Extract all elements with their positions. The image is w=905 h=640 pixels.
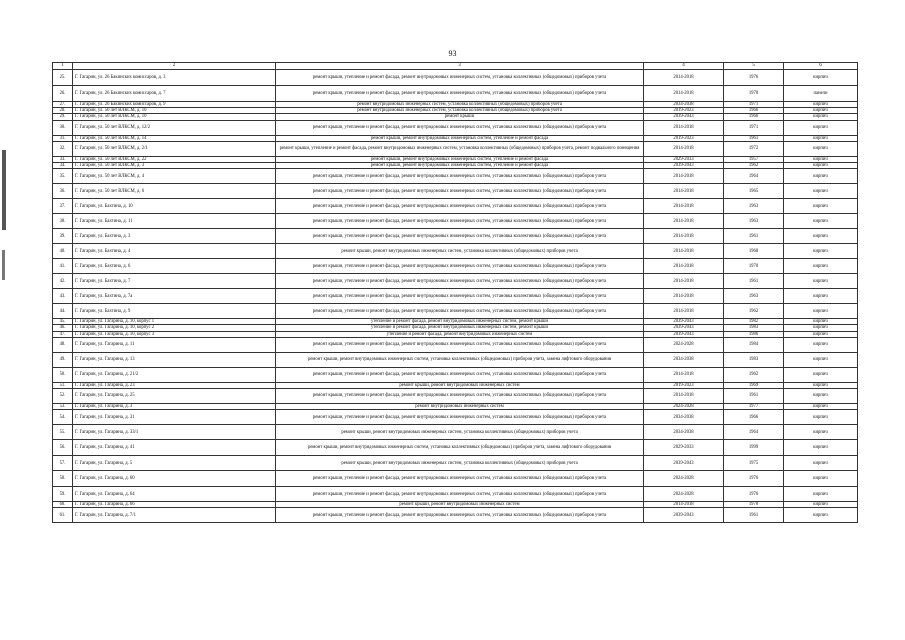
wall-material-cell: кирпич [784,289,858,304]
wall-material-cell: кирпич [784,184,858,199]
address-cell: Г. Гагарин, ул. Бахтина, д. 11 [73,214,276,229]
row-number: 27. [53,102,73,108]
period-cell: 2014-2018 [644,304,724,319]
column-number: 4 [644,63,724,70]
wall-material-cell: кирпич [784,471,858,487]
wall-material-cell: кирпич [784,70,858,86]
row-number: 32. [53,141,73,156]
address-cell: Г. Гагарин, ул. Бахтина, д. 10 [73,199,276,214]
year-built-cell: 1976 [724,487,784,502]
works-cell: ремонт крыши, ремонт внутридомовых инженерных систем, установка коллективных (общедомовых) приборов учета [276,425,644,440]
row-number: 44. [53,304,73,319]
period-cell: 2014-2018 [644,389,724,404]
period-cell: 2014-2018 [644,199,724,214]
works-cell: ремонт крыши, утепление и ремонт фасада, ремонт внутридомовых инженерных систем, установка коллективных (общедомовых) приборов учета [276,274,644,289]
works-cell: ремонт крыши, ремонт внутридомовых инженерных систем [276,382,644,388]
row-number: 61. [53,508,73,523]
year-built-cell: 1963 [724,199,784,214]
works-cell: ремонт крыши, ремонт внутридомовых инженерных систем, установка коллективных (общедомовых) приборов учета [276,244,644,259]
year-built-cell: 1961 [724,389,784,404]
works-cell: ремонт крыши, утепление и ремонт фасада, ремонт внутридомовых инженерных систем, установка коллективных (общедомовых) приборов учета [276,289,644,304]
row-number: 36. [53,184,73,199]
column-number: 3 [276,63,644,70]
works-cell: ремонт крыши, утепление и ремонт фасада, ремонт внутридомовых инженерных систем, установка коллективных (общедомовых) приборов учета [276,410,644,425]
table-row [53,389,858,404]
column-number: 2 [73,63,276,70]
wall-material-cell: кирпич [784,102,858,108]
period-cell: 2039-2043 [644,114,724,120]
table-row [53,214,858,229]
period-cell: 2024-2028 [644,471,724,487]
works-cell: ремонт крыши, утепление и ремонт фасада, ремонт внутридомовых инженерных систем, установка коллективных (общедомовых) приборов учета [276,304,644,319]
address-cell: Г. Гагарин, ул. Гагарина, д. 10, корпус 3 [73,331,276,337]
period-cell: 2024-2028 [644,487,724,502]
address-cell: Г. Гагарин, ул. Гагарина, д. 60 [73,471,276,487]
row-number: 56. [53,440,73,456]
address-cell: Г. Гагарин, ул. 50 лет ВЛКСМ, д. 22 [73,156,276,162]
table-row [53,120,858,135]
row-number: 28. [53,108,73,114]
year-built-cell: 1961 [724,135,784,141]
period-cell: 2034-2038 [644,352,724,367]
period-cell: 2014-2018 [644,184,724,199]
year-built-cell: 1978 [724,502,784,508]
works-cell: ремонт крыши, утепление и ремонт фасада, ремонт внутридомовых инженерных систем, установка коллективных (общедомовых) приборов учета, ремонт подвального помещения [276,141,644,156]
table-row [53,70,858,86]
works-cell: ремонт крыши [276,114,644,120]
row-number: 57. [53,456,73,471]
wall-material-cell: кирпич [784,440,858,456]
period-cell: 2014-2018 [644,274,724,289]
table-row [53,410,858,425]
wall-material-cell: кирпич [784,274,858,289]
address-cell: Г. Гагарин, ул. 50 лет ВЛКСМ, д. 2/1 [73,141,276,156]
works-cell: ремонт крыши, ремонт внутридомовых инженерных систем, установка коллективных (общедомовых) приборов учета, замена лифтового оборудования [276,352,644,367]
period-cell: 2039-2043 [644,331,724,337]
row-number: 31. [53,135,73,141]
period-cell: 2014-2018 [644,259,724,274]
period-cell: 2039-2043 [644,325,724,331]
period-cell: 2029-2033 [644,156,724,162]
row-number: 53. [53,404,73,410]
period-cell: 2024-2028 [644,404,724,410]
row-number: 25. [53,70,73,86]
row-number: 58. [53,471,73,487]
wall-material-cell: кирпич [784,135,858,141]
wall-material-cell: кирпич [784,502,858,508]
row-number: 37. [53,199,73,214]
works-cell: ремонт крыши, утепление и ремонт фасада, ремонт внутридомовых инженерных систем, установка коллективных (общедомовых) приборов учета [276,471,644,487]
year-built-cell: 1962 [724,304,784,319]
wall-material-cell: кирпич [784,389,858,404]
address-cell: Г. Гагарин, ул. Бахтина, д. 7а [73,289,276,304]
address-cell: Г. Гагарин, ул. Гагарина, д. 3 [73,404,276,410]
wall-material-cell: кирпич [784,169,858,184]
table-row [53,169,858,184]
works-cell: ремонт крыши, ремонт внутридомовых инженерных систем [276,502,644,508]
address-cell: Г. Гагарин, ул. Гагарина, д. 5 [73,456,276,471]
table-row [53,456,858,471]
period-cell: 2034-2038 [644,410,724,425]
table-row [53,508,858,523]
year-built-cell: 1971 [724,120,784,135]
year-built-cell: 1966 [724,410,784,425]
year-built-cell: 1963 [724,289,784,304]
works-cell: ремонт крыши, утепление и ремонт фасада, ремонт внутридомовых инженерных систем, установка коллективных (общедомовых) приборов учета [276,367,644,382]
year-built-cell: 1957 [724,156,784,162]
period-cell: 2014-2018 [644,214,724,229]
period-cell: 2039-2043 [644,456,724,471]
table-row [53,244,858,259]
address-cell: Г. Гагарин, ул. Гагарина, д. 10, корпус 2 [73,325,276,331]
table-row [53,440,858,456]
year-built-cell: 1986 [724,331,784,337]
address-cell: Г. Гагарин, ул. Бахтина, д. 3 [73,229,276,244]
row-number: 35. [53,169,73,184]
row-number: 48. [53,337,73,352]
address-cell: Г. Гагарин, ул. 26 Бакинских комиссаров, д. 7 [73,86,276,102]
row-number: 40. [53,244,73,259]
year-built-cell: 1976 [724,471,784,487]
column-number: 5 [724,63,784,70]
works-cell: ремонт крыши, утепление и ремонт фасада, ремонт внутридомовых инженерных систем, установка коллективных (общедомовых) приборов учета [276,184,644,199]
year-built-cell: 1961 [724,229,784,244]
works-cell: ремонт внутридомовых инженерных систем [276,404,644,410]
column-number: 1 [53,63,73,70]
address-cell: Г. Гагарин, ул. Гагарина, д. 41 [73,440,276,456]
works-cell: ремонт крыши, ремонт внутридомовых инженерных систем, установка коллективных (общедомовых) приборов учета [276,456,644,471]
year-built-cell: 1961 [724,274,784,289]
table-row [53,274,858,289]
period-cell: 2014-2018 [644,229,724,244]
wall-material-cell: кирпич [784,404,858,410]
year-built-cell: 1983 [724,352,784,367]
row-number: 47. [53,331,73,337]
address-cell: Г. Гагарин, ул. Бахтина, д. 4 [73,244,276,259]
row-number: 38. [53,214,73,229]
table-row [53,425,858,440]
works-cell: ремонт крыши, утепление и ремонт фасада, ремонт внутридомовых инженерных систем, установка коллективных (общедомовых) приборов учета [276,508,644,523]
works-cell: утепление и ремонт фасада, ремонт внутридомовых инженерных систем, ремонт крыши [276,325,644,331]
table-row [53,259,858,274]
row-number: 51. [53,382,73,388]
row-number: 43. [53,289,73,304]
works-cell: ремонт крыши, ремонт внутридомовых инженерных систем, утепление и ремонт фасада [276,156,644,162]
wall-material-cell: кирпич [784,331,858,337]
period-cell: 2014-2018 [644,70,724,86]
address-cell: Г. Гагарин, ул. 50 лет ВЛКСМ, д. 4 [73,169,276,184]
row-number: 60. [53,502,73,508]
row-number: 45. [53,319,73,325]
year-built-cell: 1976 [724,70,784,86]
wall-material-cell: кирпич [784,304,858,319]
address-cell: Г. Гагарин, ул. Гагарина, д. 7/1 [73,508,276,523]
period-cell: 2039-2043 [644,163,724,169]
period-cell: 2019-2023 [644,135,724,141]
table-row [53,86,858,102]
table-body [53,70,858,523]
works-cell: ремонт крыши, ремонт внутридомовых инженерных систем, утепление и ремонт фасада [276,135,644,141]
works-cell: ремонт крыши, утепление и ремонт фасада, ремонт внутридомовых инженерных систем, установка коллективных (общедомовых) приборов учета [276,389,644,404]
year-built-cell: 1965 [724,184,784,199]
wall-material-cell: кирпич [784,214,858,229]
works-cell: ремонт крыши, утепление и ремонт фасада, ремонт внутридомовых инженерных систем, установка коллективных (общедомовых) приборов учета [276,487,644,502]
address-cell: Г. Гагарин, ул. Гагарина, д. 66 [73,502,276,508]
page-number: 93 [448,49,457,58]
row-number: 30. [53,120,73,135]
year-built-cell: 1966 [724,108,784,114]
row-number: 42. [53,274,73,289]
year-built-cell: 1970 [724,86,784,102]
works-cell: утепление и ремонт фасада, ремонт внутридомовых инженерных систем [276,331,644,337]
row-number: 50. [53,367,73,382]
year-built-cell: 1971 [724,102,784,108]
wall-material-cell: кирпич [784,163,858,169]
row-number: 49. [53,352,73,367]
wall-material-cell: кирпич [784,487,858,502]
address-cell: Г. Гагарин, ул. Гагарина, д. 64 [73,487,276,502]
wall-material-cell: кирпич [784,199,858,214]
table-row [53,471,858,487]
wall-material-cell: кирпич [784,319,858,325]
works-cell: ремонт крыши, утепление и ремонт фасада, ремонт внутридомовых инженерных систем, установка коллективных (общедомовых) приборов учета [276,214,644,229]
address-cell: Г. Гагарин, ул. Гагарина, д. 25 [73,389,276,404]
period-cell: 2024-2028 [644,337,724,352]
row-number: 52. [53,389,73,404]
works-cell: ремонт крыши, утепление и ремонт фасада, ремонт внутридомовых инженерных систем, установка коллективных (общедомовых) приборов учета [276,229,644,244]
year-built-cell: 1961 [724,508,784,523]
year-built-cell: 1982 [724,319,784,325]
year-built-cell: 1977 [724,404,784,410]
wall-material-cell: кирпич [784,229,858,244]
wall-material-cell: кирпич [784,114,858,120]
wall-material-cell: кирпич [784,156,858,162]
row-number: 41. [53,259,73,274]
works-cell: ремонт крыши, утепление и ремонт фасада, ремонт внутридомовых инженерных систем, установка коллективных (общедомовых) приборов учета [276,259,644,274]
wall-material-cell: кирпич [784,425,858,440]
address-cell: Г. Гагарин, ул. 50 лет ВЛКСМ, д. 10 [73,108,276,114]
wall-material-cell: кирпич [784,120,858,135]
period-cell: 2014-2018 [644,141,724,156]
year-built-cell: 1968 [724,244,784,259]
row-number: 59. [53,487,73,502]
address-cell: Г. Гагарин, ул. Гагарина, д. 33/1 [73,425,276,440]
row-number: 26. [53,86,73,102]
year-built-cell: 1999 [724,440,784,456]
year-built-cell: 1970 [724,259,784,274]
period-cell: 2014-2018 [644,502,724,508]
wall-material-cell: кирпич [784,508,858,523]
table-row [53,304,858,319]
works-cell: ремонт внутридомовых инженерных систем, установка коллективных (общедомовых) приборов учета [276,108,644,114]
works-cell: ремонт крыши, ремонт внутридомовых инженерных систем, установка коллективных (общедомовых) приборов учета, замена лифтового оборудования [276,440,644,456]
year-built-cell: 1962 [724,163,784,169]
wall-material-cell: кирпич [784,259,858,274]
wall-material-cell: кирпич [784,367,858,382]
address-cell: Г. Гагарин, ул. 50 лет ВЛКСМ, д. 6 [73,184,276,199]
row-number: 29. [53,114,73,120]
row-number: 39. [53,229,73,244]
wall-material-cell: кирпич [784,244,858,259]
column-number: 6 [784,63,858,70]
works-cell: ремонт крыши, утепление и ремонт фасада, ремонт внутридомовых инженерных систем, установка коллективных (общедомовых) приборов учета [276,199,644,214]
period-cell: 2034-2038 [644,425,724,440]
period-cell: 2014-2018 [644,244,724,259]
address-cell: Г. Гагарин, ул. Гагарина, д. 11 [73,337,276,352]
address-cell: Г. Гагарин, ул. 50 лет ВЛКСМ, д. 14 [73,135,276,141]
wall-material-cell: кирпич [784,456,858,471]
address-cell: Г. Гагарин, ул. Гагарина, д. 23 [73,382,276,388]
table-row [53,199,858,214]
period-cell: 2014-2018 [644,86,724,102]
table-row [53,229,858,244]
wall-material-cell: кирпич [784,410,858,425]
period-cell: 2019-2023 [644,382,724,388]
table-row [53,289,858,304]
row-number: 34. [53,163,73,169]
scan-edge-mark [2,150,6,230]
works-cell: ремонт крыши, утепление и ремонт фасада, ремонт внутридомовых инженерных систем, установка коллективных (общедомовых) приборов учета [276,86,644,102]
period-cell: 2014-2018 [644,289,724,304]
address-cell: Г. Гагарин, ул. Гагарина, д. 21/2 [73,367,276,382]
works-cell: утепление и ремонт фасада, ремонт внутридомовых инженерных систем, ремонт крыши [276,319,644,325]
year-built-cell: 1969 [724,382,784,388]
table-row [53,367,858,382]
period-cell: 2019-2023 [644,108,724,114]
wall-material-cell: кирпич [784,108,858,114]
address-cell: Г. Гагарин, ул. 50 лет ВЛКСМ, д. 3 [73,163,276,169]
works-cell: ремонт крыши, утепление и ремонт фасада, ремонт внутридомовых инженерных систем, установка коллективных (общедомовых) приборов учета [276,120,644,135]
address-cell: Г. Гагарин, ул. Гагарина, д. 31 [73,410,276,425]
period-cell: 2014-2018 [644,120,724,135]
row-number: 46. [53,325,73,331]
year-built-cell: 1983 [724,325,784,331]
table-row [53,352,858,367]
column-number-row [53,63,858,70]
year-built-cell: 1984 [724,337,784,352]
wall-material-cell: панели [784,86,858,102]
table-row [53,184,858,199]
row-number: 55. [53,425,73,440]
wall-material-cell: кирпич [784,382,858,388]
address-cell: Г. Гагарин, ул. Бахтина, д. 6 [73,259,276,274]
address-cell: Г. Гагарин, ул. Гагарина, д. 10, корпус 1 [73,319,276,325]
table-row [53,337,858,352]
works-cell: ремонт крыши, утепление и ремонт фасада, ремонт внутридомовых инженерных систем, установка коллективных (общедомовых) приборов учета [276,169,644,184]
year-built-cell: 1963 [724,214,784,229]
period-cell: 2029-2033 [644,440,724,456]
scan-edge-mark [2,250,5,280]
year-built-cell: 1964 [724,169,784,184]
wall-material-cell: кирпич [784,141,858,156]
year-built-cell: 1975 [724,456,784,471]
period-cell: 2039-2043 [644,319,724,325]
wall-material-cell: кирпич [784,325,858,331]
year-built-cell: 1966 [724,114,784,120]
row-number: 33. [53,156,73,162]
period-cell: 2014-2018 [644,169,724,184]
period-cell: 2034-2038 [644,102,724,108]
address-cell: Г. Гагарин, ул. 26 Бакинских комиссаров, д. 9 [73,102,276,108]
table-row [53,487,858,502]
address-cell: Г. Гагарин, ул. 26 Бакинских комиссаров, д. 3 [73,70,276,86]
works-cell: ремонт крыши, утепление и ремонт фасада, ремонт внутридомовых инженерных систем, установка коллективных (общедомовых) приборов учета [276,70,644,86]
address-cell: Г. Гагарин, ул. 50 лет ВЛКСМ, д. 12/2 [73,120,276,135]
period-cell: 2014-2018 [644,367,724,382]
year-built-cell: 1962 [724,367,784,382]
works-cell: ремонт внутридомовых инженерных систем, установка коллективных (общедомовых) приборов учета [276,102,644,108]
wall-material-cell: кирпич [784,337,858,352]
register-table [52,62,858,523]
year-built-cell: 1964 [724,425,784,440]
year-built-cell: 1972 [724,141,784,156]
table-row [53,141,858,156]
address-cell: Г. Гагарин, ул. 50 лет ВЛКСМ, д. 10 [73,114,276,120]
address-cell: Г. Гагарин, ул. Бахтина, д. 7 [73,274,276,289]
period-cell: 2039-2043 [644,508,724,523]
address-cell: Г. Гагарин, ул. Бахтина, д. 9 [73,304,276,319]
works-cell: ремонт крыши, ремонт внутридомовых инженерных систем, утепление и ремонт фасада [276,163,644,169]
row-number: 54. [53,410,73,425]
address-cell: Г. Гагарин, ул. Гагарина, д. 13 [73,352,276,367]
wall-material-cell: кирпич [784,352,858,367]
works-cell: ремонт крыши, утепление и ремонт фасада, ремонт внутридомовых инженерных систем, установка коллективных (общедомовых) приборов учета [276,337,644,352]
